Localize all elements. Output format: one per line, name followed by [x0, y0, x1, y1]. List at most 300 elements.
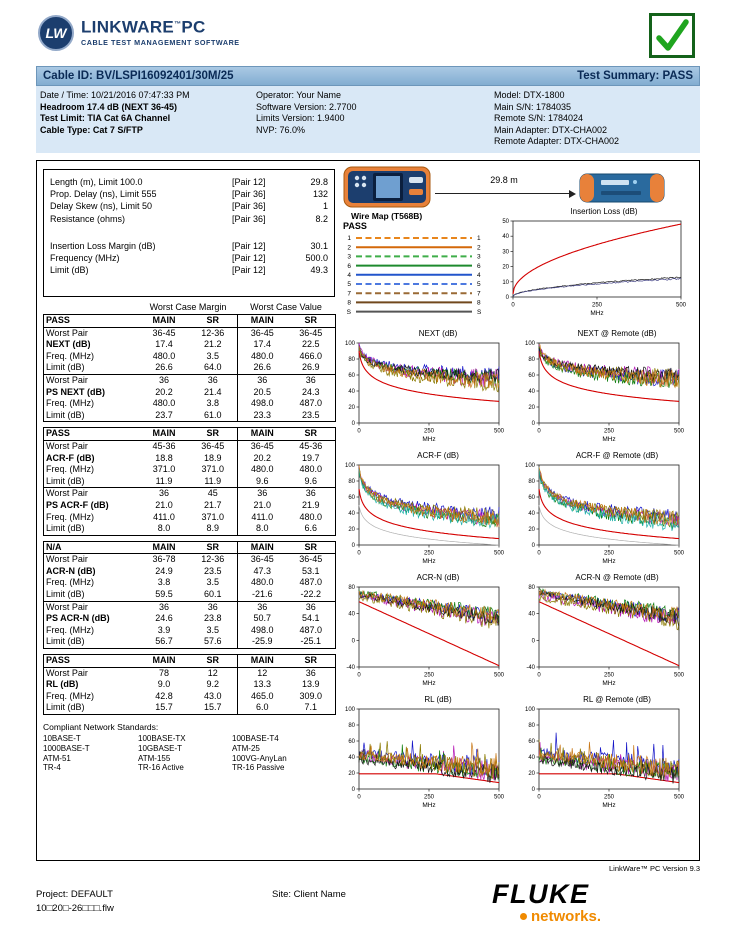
cell-value: 21.0	[155, 499, 173, 510]
y-tick-label: 40	[348, 389, 355, 395]
linkware-logo	[38, 15, 240, 51]
info-line: Operator: Your Name	[256, 90, 342, 100]
chart-plot	[493, 217, 687, 319]
x-tick-label: 0	[537, 672, 541, 679]
y-tick-label: 100	[344, 707, 355, 713]
col-header: SR	[287, 541, 336, 554]
summary-label: Prop. Delay (ns), Limit 555	[50, 189, 157, 200]
x-axis-label: MHz	[422, 436, 436, 443]
y-tick-label: 40	[528, 755, 535, 761]
cell-value: 480.0	[238, 577, 287, 589]
table-status: PASS	[44, 655, 140, 668]
y-tick-label: 100	[524, 463, 535, 469]
cell-value: 19.7	[301, 452, 320, 463]
cell-value: -22.2	[300, 589, 321, 600]
summary-pair: [Pair 36]	[232, 189, 266, 200]
standard-item: 1000BASE-T	[43, 743, 90, 753]
x-tick-label: 250	[423, 672, 435, 679]
summary-value: 132	[312, 189, 328, 200]
table-row	[44, 453, 336, 465]
cable-length-arrow	[569, 190, 576, 198]
wiremap-pin-right: 2	[477, 244, 481, 252]
results-box	[36, 160, 700, 861]
cell-value: 309.0	[299, 690, 323, 701]
table-row	[44, 589, 336, 601]
chart-title: RL @ Remote (dB)	[583, 695, 651, 704]
x-axis-label: MHz	[602, 802, 616, 809]
table-row	[44, 691, 336, 703]
row-label: PS NEXT (dB)	[46, 386, 106, 397]
cell-value: 36	[287, 374, 336, 386]
cell-value: 466.0	[299, 350, 323, 361]
cell-value: 371.0	[152, 464, 176, 475]
summary-row	[50, 213, 328, 225]
chart-canvas	[519, 583, 697, 694]
y-tick-label: 60	[528, 373, 535, 379]
table-row	[44, 410, 336, 422]
x-tick-label: 500	[673, 550, 685, 557]
summary-value: 49.3	[310, 265, 328, 276]
cell-value: 54.1	[301, 613, 320, 624]
x-axis-label: MHz	[422, 802, 436, 809]
y-tick-label: 80	[348, 357, 355, 363]
cell-value: 480.0	[299, 511, 323, 522]
cell-value: 12	[207, 667, 218, 678]
cell-value: 36-45	[238, 327, 287, 339]
col-header: MAIN	[238, 428, 287, 441]
cell-value: 36	[305, 667, 316, 678]
cell-value: 42.8	[155, 690, 173, 701]
table-row	[44, 398, 336, 410]
cell-value: 36-45	[299, 554, 323, 565]
summary-label: Delay Skew (ns), Limit 50	[50, 201, 153, 212]
chart-acrf-main	[339, 451, 519, 573]
summary-pair: [Pair 36]	[232, 213, 266, 224]
x-tick-label: 250	[603, 428, 615, 435]
chart-next-remote	[519, 329, 697, 451]
row-label: Freq. (MHz)	[46, 690, 94, 701]
cell-value: 3.9	[157, 624, 171, 635]
row-label: Worst Pair	[44, 374, 140, 386]
y-tick-label: 80	[528, 723, 535, 729]
info-line: Remote S/N: 1784024	[494, 113, 584, 124]
standard-item: 100BASE-T4	[232, 734, 279, 743]
cell-value: 8.0	[238, 523, 287, 535]
table-row	[44, 554, 336, 566]
wiremap-pin-right: 3	[477, 253, 481, 261]
chart-plot	[519, 705, 685, 811]
table-row	[44, 601, 336, 613]
cell-value: 43.0	[203, 690, 222, 701]
cell-value: 36-45	[299, 327, 323, 338]
chart-canvas	[519, 461, 697, 572]
y-tick-label: 60	[528, 739, 535, 745]
cell-value: 36	[140, 374, 189, 386]
summary-label: Resistance (ohms)	[50, 213, 126, 224]
remote-tester-image	[579, 171, 665, 205]
x-tick-label: 500	[673, 428, 685, 435]
cell-value: -25.1	[300, 636, 321, 647]
fluke-networks-logo	[492, 879, 602, 925]
row-label: PS ACR-F (dB)	[46, 499, 109, 510]
cell-value: 9.0	[157, 679, 171, 690]
chart-frame	[513, 221, 681, 297]
x-tick-label: 0	[357, 794, 361, 801]
worst-case-value-label: Worst Case Value	[250, 302, 322, 312]
col-header: MAIN	[140, 315, 189, 328]
standards-grid	[43, 734, 335, 773]
col-header: SR	[189, 315, 238, 328]
x-tick-label: 250	[603, 794, 615, 801]
lw-logo-icon: LW	[38, 15, 74, 51]
standard-item: 10BASE-T	[43, 734, 81, 743]
cell-value: 57.6	[203, 636, 222, 647]
x-axis-label: MHz	[422, 558, 436, 565]
row-label: Freq. (MHz)	[46, 577, 94, 588]
summary-pair: [Pair 12]	[232, 240, 266, 251]
info-line: Model: DTX-1800	[494, 90, 565, 100]
chart-plot	[339, 339, 505, 445]
x-tick-label: 0	[357, 428, 361, 435]
chart-plot	[339, 583, 505, 689]
y-tick-label: 40	[348, 755, 355, 761]
col-header: SR	[189, 541, 238, 554]
y-tick-label: 0	[531, 543, 535, 549]
title-bar	[36, 66, 700, 86]
cell-value: 20.2	[238, 453, 287, 465]
worst-case-margin-label: Worst Case Margin	[149, 302, 227, 312]
y-tick-label: 60	[348, 739, 355, 745]
wiremap-pin-right: 4	[477, 272, 481, 279]
table-header-row	[44, 315, 336, 328]
y-tick-label: 0	[505, 295, 509, 301]
x-tick-label: 250	[591, 302, 603, 309]
y-tick-label: 0	[351, 638, 355, 645]
table-row	[44, 339, 336, 351]
wiremap-pin-left: 1	[347, 235, 351, 243]
table-row	[44, 387, 336, 399]
info-line: Test Limit: TIA Cat 6A Channel	[40, 113, 171, 124]
cell-value: 47.3	[238, 566, 287, 578]
row-label: Freq. (MHz)	[46, 350, 94, 361]
info-column-2	[256, 90, 357, 136]
chart-title: NEXT (dB)	[418, 329, 458, 338]
y-tick-label: 0	[531, 421, 535, 427]
logo-brand-name: LINKWARE	[81, 17, 175, 37]
cell-value: 3.8	[157, 577, 171, 588]
row-label: Worst Pair	[46, 440, 88, 451]
check-icon	[653, 18, 691, 54]
summary-label: Insertion Loss Margin (dB)	[50, 240, 156, 251]
cell-value: 11.9	[204, 475, 222, 486]
table-row	[44, 374, 336, 386]
filename-label: 10□20□-26□□□.flw	[36, 903, 114, 914]
x-tick-label: 500	[493, 794, 505, 801]
standard-item: TR-16 Active	[138, 763, 184, 773]
table-row	[44, 464, 336, 476]
cell-value: 36-45	[152, 327, 176, 338]
test-summary-label: Test Summary: PASS	[577, 70, 693, 82]
standard-item: 10GBASE-T	[138, 743, 183, 753]
chart-insertion-loss	[493, 207, 697, 324]
fluke-wordmark: FLUKE	[492, 879, 590, 909]
pass-checkbox	[649, 13, 695, 58]
project-label: Project: DEFAULT	[36, 889, 113, 900]
y-tick-label: 0	[351, 543, 355, 549]
table-row	[44, 566, 336, 578]
chart-rl-remote	[519, 695, 697, 817]
cell-value: -25.9	[238, 636, 287, 648]
x-tick-label: 500	[675, 302, 687, 309]
site-label: Site: Client Name	[272, 889, 346, 900]
chart-frame	[539, 465, 679, 545]
info-line: Main Adapter: DTX-CHA002	[494, 124, 608, 135]
cell-value: 56.7	[155, 636, 173, 647]
col-header: SR	[287, 315, 336, 328]
chart-canvas	[339, 705, 519, 816]
summary-row	[50, 240, 328, 252]
y-tick-label: 20	[528, 405, 535, 411]
cell-value: 21.4	[203, 386, 222, 397]
col-header: MAIN	[140, 541, 189, 554]
cell-value: 26.6	[155, 362, 173, 373]
cell-value: 15.7	[203, 702, 222, 713]
table-row	[44, 625, 336, 637]
table-status: PASS	[44, 428, 140, 441]
cell-value: 24.9	[155, 565, 173, 576]
logo-brand	[81, 15, 240, 37]
x-tick-label: 500	[673, 794, 685, 801]
cell-value: 498.0	[238, 398, 287, 410]
chart-plot	[519, 339, 685, 445]
col-header: MAIN	[238, 315, 287, 328]
cell-value: 36	[140, 488, 189, 500]
x-tick-label: 0	[537, 428, 541, 435]
cell-value: 36	[189, 374, 238, 386]
x-tick-label: 250	[423, 428, 435, 435]
cell-value: 487.0	[299, 624, 323, 635]
y-tick-label: 100	[344, 463, 355, 469]
y-tick-label: 60	[528, 495, 535, 501]
summary-value: 29.8	[310, 177, 328, 187]
cell-value: 3.5	[206, 350, 219, 361]
wiremap-pin-right: 6	[477, 262, 481, 270]
chart-title: ACR-N @ Remote (dB)	[575, 573, 659, 582]
cell-value: 7.1	[304, 702, 317, 713]
cell-value: 3.8	[206, 398, 219, 409]
y-tick-label: 80	[528, 585, 535, 591]
wiremap-pin-left: 3	[347, 253, 351, 261]
wiremap-pin-left: 5	[347, 281, 351, 289]
fluke-orange-dot-icon	[520, 913, 527, 920]
table-row	[44, 636, 336, 648]
x-tick-label: 250	[603, 550, 615, 557]
chart-canvas	[519, 705, 697, 816]
logo-tm: ™	[174, 21, 182, 28]
cell-value: 12-36	[201, 554, 225, 565]
summary-label: Frequency (MHz)	[50, 253, 120, 264]
y-tick-label: 20	[348, 771, 355, 777]
y-tick-label: 20	[502, 264, 509, 271]
standard-item: ATM-25	[232, 743, 260, 753]
cell-value: 53.1	[301, 565, 320, 576]
row-label: Limit (dB)	[46, 362, 85, 373]
col-header: MAIN	[140, 428, 189, 441]
wiremap-status: PASS	[343, 221, 367, 231]
cell-value: 480.0	[238, 351, 287, 363]
cell-value: 21.7	[203, 499, 222, 510]
y-tick-label: 0	[531, 787, 535, 793]
chart-title: ACR-F (dB)	[417, 451, 459, 460]
cell-value: 36-45	[238, 440, 287, 452]
summary-row	[50, 176, 328, 188]
cell-value: 26.6	[238, 362, 287, 374]
y-tick-label: 100	[524, 707, 535, 713]
cell-value: 480.0	[152, 350, 176, 361]
cell-value: 36-78	[152, 554, 176, 565]
row-label: Worst Pair	[46, 667, 88, 678]
y-tick-label: 20	[528, 771, 535, 777]
table-row	[44, 702, 336, 714]
summary-row	[50, 252, 328, 264]
col-header: SR	[287, 428, 336, 441]
main-tester-image	[343, 165, 431, 209]
networks-wordmark	[520, 908, 601, 925]
table-row	[44, 500, 336, 512]
cell-value: 36	[287, 601, 336, 613]
cell-value: 36	[238, 601, 287, 613]
cell-value: 23.3	[238, 410, 287, 422]
chart-plot	[339, 705, 505, 811]
cell-value: 45-36	[152, 440, 176, 451]
y-tick-label: 80	[348, 723, 355, 729]
chart-title: ACR-F @ Remote (dB)	[575, 451, 659, 460]
cell-value: 23.5	[301, 409, 320, 420]
cell-value: 36-45	[201, 440, 225, 451]
col-header: MAIN	[140, 655, 189, 668]
cell-value: 78	[158, 667, 169, 678]
logo-subtitle: CABLE TEST MANAGEMENT SOFTWARE	[81, 37, 240, 47]
x-tick-label: 500	[493, 550, 505, 557]
row-label: Limit (dB)	[46, 475, 85, 486]
cell-value: 36-45	[238, 554, 287, 566]
summary-label: Limit (dB)	[50, 265, 89, 276]
cell-value: 12	[238, 667, 287, 679]
y-tick-label: 0	[351, 421, 355, 427]
info-column-3	[494, 90, 619, 148]
cell-value: 21.2	[203, 339, 222, 350]
row-label: ACR-F (dB)	[46, 452, 95, 463]
y-tick-label: 40	[528, 389, 535, 395]
x-axis-label: MHz	[422, 680, 436, 687]
row-label: RL (dB)	[46, 679, 79, 690]
row-label: Freq. (MHz)	[46, 398, 94, 409]
wiremap-pin-left: 7	[347, 290, 351, 298]
cell-value: 371.0	[201, 464, 225, 475]
summary-pair: [Pair 12]	[232, 265, 266, 276]
cell-value: 36	[140, 601, 189, 613]
chart-canvas	[339, 461, 519, 572]
summary-label: Length (m), Limit 100.0	[50, 177, 143, 187]
wiremap-pin-right: 7	[477, 290, 481, 298]
wiremap-pin-right: 5	[477, 281, 481, 289]
chart-canvas	[339, 339, 519, 450]
x-tick-label: 250	[423, 794, 435, 801]
wiremap-title: Wire Map (T568B)	[351, 211, 423, 221]
row-label: Freq. (MHz)	[46, 624, 94, 635]
row-label: Freq. (MHz)	[46, 511, 94, 522]
x-tick-label: 250	[423, 550, 435, 557]
row-label: NEXT (dB)	[46, 339, 91, 350]
y-tick-label: 0	[531, 638, 535, 645]
cell-value: 64.0	[203, 362, 222, 373]
y-tick-label: 20	[348, 527, 355, 533]
row-label: Limit (dB)	[46, 636, 85, 647]
cell-value: 36	[287, 488, 336, 500]
table-row	[44, 476, 336, 488]
chart-rl-main	[339, 695, 519, 817]
chart-plot	[519, 461, 685, 567]
x-tick-label: 0	[511, 302, 515, 309]
cell-value: 23.7	[155, 409, 173, 420]
cable-id-label: Cable ID: BV/LSPI16092401/30M/25	[43, 70, 234, 82]
cell-value: 59.5	[155, 589, 173, 600]
summary-rows	[50, 176, 328, 276]
cell-value: 61.0	[203, 409, 222, 420]
row-label: ACR-N (dB)	[46, 565, 96, 576]
summary-row	[50, 200, 328, 212]
cell-value: 45-36	[299, 440, 323, 451]
table-row	[44, 327, 336, 339]
y-tick-label: 40	[348, 511, 355, 517]
summary-value: 500.0	[305, 253, 328, 264]
chart-plot	[339, 461, 505, 567]
x-tick-label: 500	[493, 672, 505, 679]
summary-value: 1	[322, 201, 328, 212]
cell-value: 23.5	[203, 565, 222, 576]
summary-pair: [Pair 12]	[232, 177, 266, 187]
chart-title: Insertion Loss (dB)	[570, 207, 638, 216]
cell-value: 8.9	[206, 523, 219, 534]
y-tick-label: 30	[502, 249, 509, 256]
summary-value: 30.1	[310, 240, 328, 251]
row-label: Limit (dB)	[46, 523, 85, 534]
x-tick-label: 0	[537, 794, 541, 801]
cell-value: 36	[238, 488, 287, 500]
info-line: Headroom 17.4 dB (NEXT 36-45)	[40, 101, 178, 112]
cell-value: 17.4	[155, 339, 173, 350]
wiremap-pin-right: 1	[477, 235, 481, 243]
cell-value: 11.9	[155, 475, 173, 486]
cell-value: 411.0	[153, 511, 175, 522]
y-tick-label: 40	[528, 611, 535, 618]
results-left-column	[43, 169, 335, 773]
y-tick-label: 60	[348, 373, 355, 379]
wiremap-pin-left: S	[346, 308, 351, 316]
info-line: Date / Time: 10/21/2016 07:47:33 PM	[40, 90, 190, 100]
wiremap-diagram	[339, 231, 489, 319]
software-version-label: LinkWare™ PC Version 9.3	[608, 864, 700, 873]
standard-item: ATM-51	[43, 753, 71, 763]
cell-value: 20.2	[155, 386, 173, 397]
networks-text: networks.	[531, 908, 602, 925]
devices-row	[339, 165, 697, 211]
info-line: Remote Adapter: DTX-CHA002	[494, 136, 620, 147]
col-header: MAIN	[238, 541, 287, 554]
x-tick-label: 250	[603, 672, 615, 679]
cell-value: 21.0	[238, 500, 287, 512]
standard-item: 100VG-AnyLan	[232, 753, 287, 763]
